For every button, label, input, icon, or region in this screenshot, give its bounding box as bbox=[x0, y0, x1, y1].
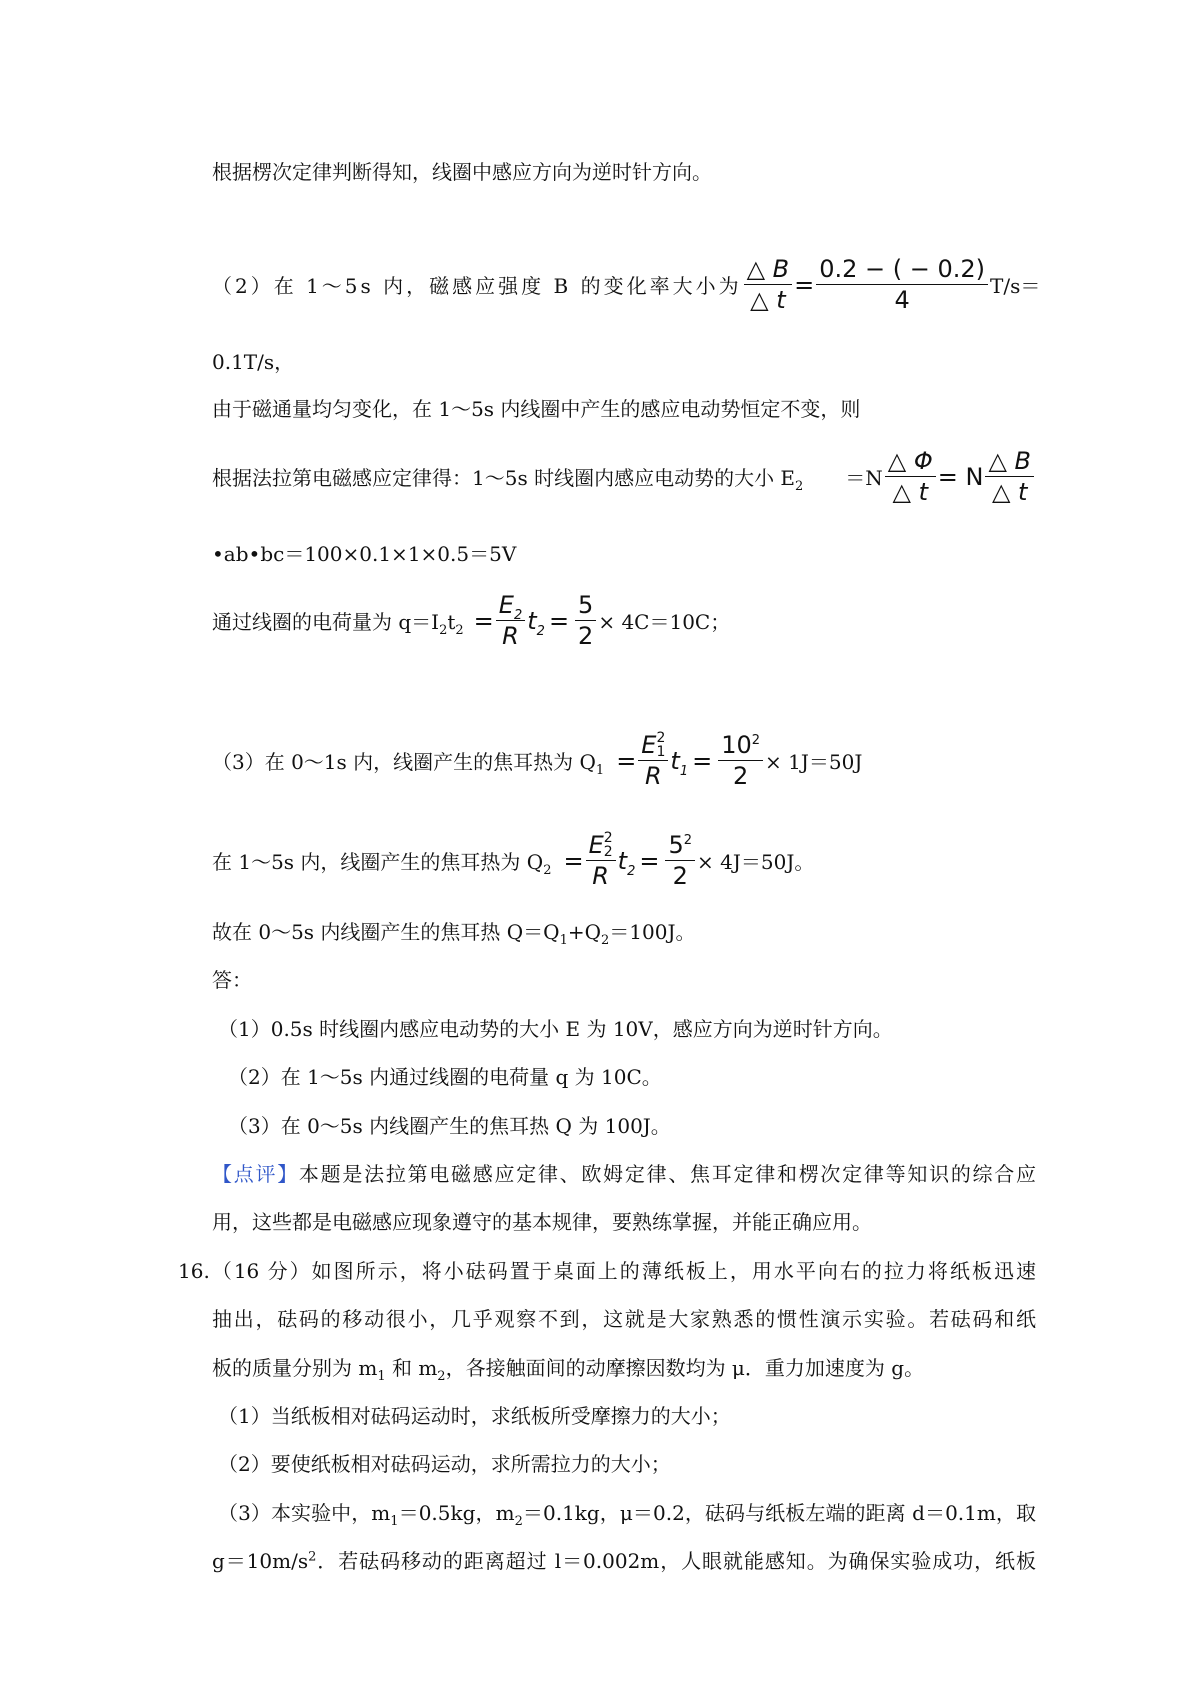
fraction: $\frac{\triangle \Phi}{\triangle t}$ bbox=[885, 446, 936, 507]
text-line: （2）在 1～5s 内通过线圈的电荷量 q 为 10C。 bbox=[228, 1065, 662, 1089]
question-line: 抽出，砝码的移动很小，几乎观察不到，这就是大家熟悉的惯性演示实验。若砝码和纸 bbox=[212, 1307, 1036, 1331]
question-line: （1）当纸板相对砝码运动时，求纸板所受摩擦力的大小； bbox=[218, 1404, 731, 1428]
fraction: E 2 2 R bbox=[586, 830, 616, 891]
equation-line-heat2: 在 1～5s 内，线圈产生的焦耳热为 $Q_2$ = E 2 2 R $t_2$ = $\frac{5^2}{2}$ × 4J＝50J。 bbox=[212, 830, 815, 890]
text-segment: （2）在 1～5s 内，磁感应强度 B 的变化率大小为 bbox=[212, 274, 742, 298]
fraction: $\frac{5}{2}$ bbox=[575, 590, 596, 651]
text-line: 根据楞次定律判断得知，线圈中感应方向为逆时针方向。 bbox=[212, 160, 712, 184]
fraction: $\frac{5^2}{2}$ bbox=[665, 830, 695, 891]
text-segment: 根据法拉第电磁感应定律得：1～5s 时线圈内感应电动势的大小 $E_2$ bbox=[212, 466, 804, 494]
text-line: 由于磁通量均匀变化，在 1～5s 内线圈中产生的感应电动势恒定不变，则 bbox=[212, 397, 861, 421]
question-line: （3）本实验中，$m_1=0.5kg$，$m_2=0.1kg$，μ＝0.2，砝码与纸板左端的距离 d＝0.1m，取 bbox=[218, 1501, 1036, 1529]
fraction: $\frac{\triangle B}{\triangle t}$ bbox=[985, 446, 1034, 507]
text-line: （1）0.5s 时线圈内感应电动势的大小 E 为 10V，感应方向为逆时针方向。 bbox=[218, 1017, 893, 1041]
equation-line-rate: （2）在 1～5s 内，磁感应强度 B 的变化率大小为 $\frac{\triangle B}{\triangle t}$ = $\frac{0.2 - ( - 0.2)}{4}$ T/s＝ bbox=[212, 255, 1041, 314]
text-line: 答： bbox=[212, 968, 252, 992]
question-line: $g=10m/s^2$．若砝码移动的距离超过 l＝0.002m，人眼就能感知。为确保实验成功，纸板 bbox=[212, 1549, 1036, 1573]
fraction: $\frac{0.2 - ( - 0.2)}{4}$ bbox=[816, 254, 988, 315]
text-line: •ab•bc＝100×0.1×1×0.5＝5V bbox=[212, 542, 517, 566]
text-line: 故在 0～5s 内线圈产生的焦耳热 $Q=Q_1+Q_2=100J$。 bbox=[212, 920, 696, 948]
question-line: （2）要使纸板相对砝码运动，求所需拉力的大小； bbox=[218, 1452, 671, 1476]
text-line: 0.1T/s， bbox=[212, 350, 295, 374]
equation-line-heat1: （3）在 0～1s 内，线圈产生的焦耳热为 $Q_1$ = E 2 1 R $t_1$ = $\frac{10^2}{2}$ × 1J＝50J bbox=[212, 730, 863, 790]
equation-line-charge: 通过线圈的电荷量为 $q=I_2t_2$ = $\frac{E_2}{R}$ $t_2$ = $\frac{5}{2}$ × 4C＝10C； bbox=[212, 591, 731, 650]
fraction: $\frac{\triangle B}{\triangle t}$ bbox=[744, 254, 793, 315]
text-line: （3）在 0～5s 内线圈产生的焦耳热 Q 为 100J。 bbox=[228, 1114, 671, 1138]
comment-tag: 【点评】 bbox=[212, 1162, 299, 1186]
fraction: $\frac{10^2}{2}$ bbox=[718, 730, 763, 791]
fraction: $\frac{E_2}{R}$ bbox=[496, 590, 525, 651]
question-line: 板的质量分别为 $m_1$ 和 $m_2$，各接触面间的动摩擦因数均为 μ．重力加速度为 g。 bbox=[212, 1356, 925, 1384]
equation-line-emf: 根据法拉第电磁感应定律得：1～5s 时线圈内感应电动势的大小 $E_2$ ＝N $\frac{\triangle \Phi}{\triangle t}$ = N $\frac{\triangle B}{\triangle t}$ bbox=[212, 446, 1036, 507]
text-line: 用，这些都是电磁感应现象遵守的基本规律，要熟练掌握，并能正确应用。 bbox=[212, 1210, 872, 1234]
question-line: 16.（16 分）如图所示，将小砝码置于桌面上的薄纸板上，用水平向右的拉力将纸板迅速 bbox=[178, 1259, 1036, 1283]
fraction: E 2 1 R bbox=[638, 730, 668, 791]
text-line: 【点评】本题是法拉第电磁感应定律、欧姆定律、焦耳定律和楞次定律等知识的综合应 bbox=[212, 1162, 1037, 1186]
